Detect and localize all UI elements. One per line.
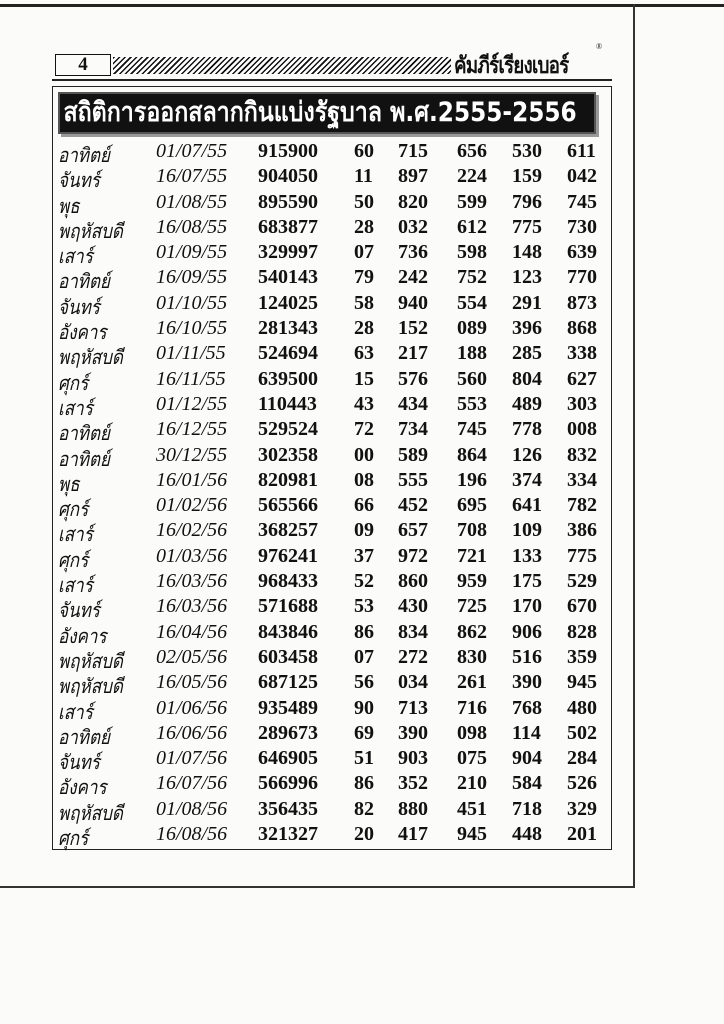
table-row [52, 468, 610, 496]
two-digit-cell: 08 [354, 468, 374, 491]
date-cell: 16/03/56 [156, 570, 228, 593]
day-cell: อังคาร [58, 320, 107, 345]
three-digit-cell: 261 [457, 671, 487, 694]
three-digit-cell: 098 [457, 721, 487, 744]
three-digit-cell: 152 [398, 317, 428, 340]
date-cell: 16/07/55 [156, 165, 228, 188]
three-digit-cell: 489 [512, 392, 542, 415]
first-prize-cell: 524694 [258, 342, 318, 365]
day-cell: พุธ [58, 471, 80, 496]
day-cell: เสาร์ [58, 522, 93, 547]
table-row [52, 139, 610, 167]
three-digit-cell: 796 [512, 190, 542, 213]
three-digit-cell: 832 [567, 443, 597, 466]
three-digit-cell: 148 [512, 241, 542, 264]
day-cell: เสาร์ [58, 395, 93, 420]
day-cell: พฤหัสบดี [58, 345, 123, 370]
table-row [52, 341, 610, 370]
three-digit-cell: 959 [457, 570, 487, 593]
three-digit-cell: 778 [512, 418, 542, 441]
first-prize-cell: 968433 [258, 570, 318, 593]
three-digit-cell: 880 [398, 797, 428, 820]
three-digit-cell: 529 [567, 570, 597, 593]
three-digit-cell: 873 [567, 291, 597, 314]
three-digit-cell: 114 [512, 721, 541, 744]
three-digit-cell: 390 [512, 671, 542, 694]
registered-mark: ® [596, 42, 603, 51]
two-digit-cell: 07 [354, 241, 374, 264]
day-cell: เสาร์ [58, 699, 93, 724]
date-cell: 16/09/55 [156, 266, 228, 289]
date-cell: 16/02/56 [156, 519, 228, 542]
table-row [52, 518, 610, 547]
day-cell: ศุกร์ [58, 547, 89, 572]
date-cell: 16/12/55 [156, 418, 228, 441]
three-digit-cell: 242 [398, 266, 428, 289]
table-row [52, 544, 610, 572]
first-prize-cell: 904050 [258, 165, 318, 188]
date-cell: 16/08/55 [156, 215, 228, 238]
two-digit-cell: 09 [354, 519, 374, 542]
two-digit-cell: 72 [354, 418, 374, 441]
two-digit-cell: 69 [354, 721, 374, 744]
first-prize-cell: 843846 [258, 620, 318, 643]
first-prize-cell: 976241 [258, 544, 318, 567]
table-row [52, 215, 610, 243]
two-digit-cell: 58 [354, 291, 374, 314]
three-digit-cell: 329 [567, 797, 597, 820]
three-digit-cell: 906 [512, 620, 542, 643]
table-row [52, 746, 610, 775]
day-cell: พุธ [58, 193, 80, 218]
day-cell: อังคาร [58, 775, 107, 800]
first-prize-cell: 321327 [258, 823, 318, 846]
first-prize-cell: 603458 [258, 645, 318, 668]
three-digit-cell: 695 [457, 494, 487, 517]
day-cell: เสาร์ [58, 573, 93, 598]
table-row [52, 493, 610, 522]
three-digit-cell: 553 [457, 392, 487, 415]
three-digit-cell: 782 [567, 494, 597, 517]
three-digit-cell: 657 [398, 519, 428, 542]
two-digit-cell: 11 [354, 165, 373, 188]
three-digit-cell: 516 [512, 645, 542, 668]
three-digit-cell: 897 [398, 165, 428, 188]
table-row [52, 670, 610, 699]
three-digit-cell: 862 [457, 620, 487, 643]
three-digit-cell: 201 [567, 823, 597, 846]
first-prize-cell: 639500 [258, 367, 318, 390]
table-row [52, 771, 610, 800]
three-digit-cell: 530 [512, 140, 542, 162]
three-digit-cell: 715 [398, 140, 428, 162]
three-digit-cell: 864 [457, 443, 487, 466]
three-digit-cell: 820 [398, 190, 428, 213]
three-digit-cell: 903 [398, 747, 428, 770]
two-digit-cell: 60 [354, 140, 374, 162]
day-cell: ศุกร์ [58, 826, 89, 851]
date-cell: 01/03/56 [156, 544, 228, 567]
three-digit-cell: 589 [398, 443, 428, 466]
first-prize-cell: 281343 [258, 317, 318, 340]
three-digit-cell: 584 [512, 772, 542, 795]
date-cell: 01/07/55 [156, 140, 228, 162]
first-prize-cell: 356435 [258, 797, 318, 820]
three-digit-cell: 526 [567, 772, 597, 795]
three-digit-cell: 641 [512, 494, 542, 517]
first-prize-cell: 289673 [258, 721, 318, 744]
three-digit-cell: 338 [567, 342, 597, 365]
three-digit-cell: 352 [398, 772, 428, 795]
three-digit-cell: 434 [398, 392, 428, 415]
date-cell: 16/08/56 [156, 823, 228, 846]
three-digit-cell: 834 [398, 620, 428, 643]
first-prize-cell: 124025 [258, 291, 318, 314]
two-digit-cell: 50 [354, 190, 374, 213]
table-row [52, 721, 610, 749]
three-digit-cell: 860 [398, 570, 428, 593]
three-digit-cell: 170 [512, 595, 542, 618]
three-digit-cell: 210 [457, 772, 487, 795]
day-cell: อาทิตย์ [58, 724, 110, 749]
three-digit-cell: 560 [457, 367, 487, 390]
table-row [52, 645, 610, 673]
three-digit-cell: 430 [398, 595, 428, 618]
three-digit-cell: 032 [398, 215, 428, 238]
table-row [52, 443, 610, 471]
first-prize-cell: 571688 [258, 595, 318, 618]
two-digit-cell: 51 [354, 747, 374, 770]
date-cell: 01/08/55 [156, 190, 228, 213]
three-digit-cell: 075 [457, 747, 487, 770]
three-digit-cell: 804 [512, 367, 542, 390]
date-cell: 01/09/55 [156, 241, 228, 264]
three-digit-cell: 448 [512, 823, 542, 846]
three-digit-cell: 940 [398, 291, 428, 314]
three-digit-cell: 196 [457, 468, 487, 491]
three-digit-cell: 417 [398, 823, 428, 846]
first-prize-cell: 565566 [258, 494, 318, 517]
three-digit-cell: 611 [567, 140, 596, 162]
two-digit-cell: 20 [354, 823, 374, 846]
table-title-bar [58, 92, 596, 134]
three-digit-cell: 217 [398, 342, 428, 365]
day-cell: อาทิตย์ [58, 446, 110, 471]
first-prize-cell: 540143 [258, 266, 318, 289]
first-prize-cell: 687125 [258, 671, 318, 694]
three-digit-cell: 175 [512, 570, 542, 593]
page-number: 4 [55, 54, 111, 76]
date-cell: 16/01/56 [156, 468, 228, 491]
two-digit-cell: 63 [354, 342, 374, 365]
table-row [52, 240, 610, 269]
two-digit-cell: 53 [354, 595, 374, 618]
date-cell: 01/08/56 [156, 797, 228, 820]
three-digit-cell: 042 [567, 165, 597, 188]
day-cell: จันทร์ [58, 168, 100, 193]
three-digit-cell: 291 [512, 291, 542, 314]
right-border-line [633, 4, 635, 888]
first-prize-cell: 566996 [258, 772, 318, 795]
two-digit-cell: 86 [354, 772, 374, 795]
first-prize-cell: 895590 [258, 190, 318, 213]
table-title: สถิติการออกสลากกินแบ่งรัฐบาล พ.ศ.2555-2556 [63, 97, 577, 128]
three-digit-cell: 452 [398, 494, 428, 517]
day-cell: ศุกร์ [58, 497, 89, 522]
first-prize-cell: 368257 [258, 519, 318, 542]
three-digit-cell: 718 [512, 797, 542, 820]
date-cell: 16/05/56 [156, 671, 228, 694]
first-prize-cell: 646905 [258, 747, 318, 770]
two-digit-cell: 86 [354, 620, 374, 643]
three-digit-cell: 123 [512, 266, 542, 289]
three-digit-cell: 713 [398, 696, 428, 719]
three-digit-cell: 868 [567, 317, 597, 340]
table-row [52, 696, 610, 724]
three-digit-cell: 109 [512, 519, 542, 542]
three-digit-cell: 745 [567, 190, 597, 213]
first-prize-cell: 529524 [258, 418, 318, 441]
results-table [52, 139, 610, 851]
day-cell: พฤหัสบดี [58, 218, 123, 243]
three-digit-cell: 334 [567, 468, 597, 491]
day-cell: จันทร์ [58, 750, 100, 775]
table-row [52, 164, 610, 193]
day-cell: อังคาร [58, 623, 107, 648]
three-digit-cell: 752 [457, 266, 487, 289]
three-digit-cell: 188 [457, 342, 487, 365]
three-digit-cell: 736 [398, 241, 428, 264]
three-digit-cell: 612 [457, 215, 487, 238]
three-digit-cell: 972 [398, 544, 428, 567]
two-digit-cell: 82 [354, 797, 374, 820]
table-row [52, 367, 610, 395]
date-cell: 16/04/56 [156, 620, 228, 643]
date-cell: 16/07/56 [156, 772, 228, 795]
three-digit-cell: 396 [512, 317, 542, 340]
three-digit-cell: 224 [457, 165, 487, 188]
three-digit-cell: 708 [457, 519, 487, 542]
table-row [52, 392, 610, 420]
day-cell: จันทร์ [58, 294, 100, 319]
first-prize-cell: 820981 [258, 468, 318, 491]
three-digit-cell: 159 [512, 165, 542, 188]
three-digit-cell: 390 [398, 721, 428, 744]
date-cell: 02/05/56 [156, 645, 228, 668]
day-cell: อาทิตย์ [58, 421, 110, 446]
day-cell: อาทิตย์ [58, 143, 110, 167]
three-digit-cell: 639 [567, 241, 597, 264]
three-digit-cell: 285 [512, 342, 542, 365]
three-digit-cell: 359 [567, 645, 597, 668]
top-border-line [0, 4, 724, 7]
day-cell: ศุกร์ [58, 370, 89, 395]
three-digit-cell: 775 [512, 215, 542, 238]
three-digit-cell: 716 [457, 696, 487, 719]
date-cell: 01/07/56 [156, 747, 228, 770]
three-digit-cell: 945 [457, 823, 487, 846]
table-row [52, 190, 610, 218]
date-cell: 01/12/55 [156, 392, 228, 415]
table-row [52, 797, 610, 825]
bottom-border-line [0, 886, 635, 888]
two-digit-cell: 07 [354, 645, 374, 668]
table-row [52, 417, 610, 446]
day-cell: พฤหัสบดี [58, 800, 123, 825]
two-digit-cell: 79 [354, 266, 374, 289]
three-digit-cell: 272 [398, 645, 428, 668]
three-digit-cell: 745 [457, 418, 487, 441]
two-digit-cell: 00 [354, 443, 374, 466]
three-digit-cell: 721 [457, 544, 487, 567]
three-digit-cell: 768 [512, 696, 542, 719]
date-cell: 30/12/55 [156, 443, 228, 466]
three-digit-cell: 730 [567, 215, 597, 238]
three-digit-cell: 734 [398, 418, 428, 441]
three-digit-cell: 770 [567, 266, 597, 289]
three-digit-cell: 627 [567, 367, 597, 390]
date-cell: 01/11/55 [156, 342, 226, 365]
date-cell: 16/11/55 [156, 367, 226, 390]
three-digit-cell: 386 [567, 519, 597, 542]
day-cell: พฤหัสบดี [58, 648, 123, 673]
two-digit-cell: 28 [354, 317, 374, 340]
three-digit-cell: 126 [512, 443, 542, 466]
three-digit-cell: 303 [567, 392, 597, 415]
three-digit-cell: 133 [512, 544, 542, 567]
hatched-header-bar [113, 57, 451, 74]
three-digit-cell: 555 [398, 468, 428, 491]
three-digit-cell: 598 [457, 241, 487, 264]
three-digit-cell: 945 [567, 671, 597, 694]
two-digit-cell: 28 [354, 215, 374, 238]
date-cell: 16/10/55 [156, 317, 228, 340]
date-cell: 01/10/55 [156, 291, 228, 314]
date-cell: 16/06/56 [156, 721, 228, 744]
three-digit-cell: 284 [567, 747, 597, 770]
day-cell: อาทิตย์ [58, 269, 110, 294]
table-row [52, 291, 610, 319]
three-digit-cell: 830 [457, 645, 487, 668]
three-digit-cell: 034 [398, 671, 428, 694]
three-digit-cell: 554 [457, 291, 487, 314]
three-digit-cell: 576 [398, 367, 428, 390]
day-cell: พฤหัสบดี [58, 674, 123, 699]
brand-title: คัมภีร์เรียงเบอร์ [454, 53, 569, 79]
three-digit-cell: 904 [512, 747, 542, 770]
two-digit-cell: 15 [354, 367, 374, 390]
three-digit-cell: 656 [457, 140, 487, 162]
table-row [52, 620, 610, 648]
date-cell: 01/02/56 [156, 494, 228, 517]
three-digit-cell: 089 [457, 317, 487, 340]
table-row [52, 316, 610, 345]
date-cell: 01/06/56 [156, 696, 228, 719]
three-digit-cell: 670 [567, 595, 597, 618]
first-prize-cell: 915900 [258, 140, 318, 162]
first-prize-cell: 302358 [258, 443, 318, 466]
table-row [52, 569, 610, 598]
first-prize-cell: 683877 [258, 215, 318, 238]
two-digit-cell: 43 [354, 392, 374, 415]
three-digit-cell: 480 [567, 696, 597, 719]
two-digit-cell: 56 [354, 671, 374, 694]
first-prize-cell: 935489 [258, 696, 318, 719]
two-digit-cell: 52 [354, 570, 374, 593]
two-digit-cell: 90 [354, 696, 374, 719]
date-cell: 16/03/56 [156, 595, 228, 618]
first-prize-cell: 329997 [258, 241, 318, 264]
table-row [52, 822, 610, 851]
three-digit-cell: 828 [567, 620, 597, 643]
day-cell: จันทร์ [58, 598, 100, 623]
header-rule [52, 79, 612, 81]
three-digit-cell: 374 [512, 468, 542, 491]
three-digit-cell: 008 [567, 418, 597, 441]
three-digit-cell: 725 [457, 595, 487, 618]
two-digit-cell: 37 [354, 544, 374, 567]
two-digit-cell: 66 [354, 494, 374, 517]
first-prize-cell: 110443 [258, 392, 317, 415]
day-cell: เสาร์ [58, 244, 93, 269]
table-row [52, 594, 610, 623]
three-digit-cell: 599 [457, 190, 487, 213]
three-digit-cell: 451 [457, 797, 487, 820]
table-row [52, 265, 610, 294]
three-digit-cell: 775 [567, 544, 597, 567]
three-digit-cell: 502 [567, 721, 597, 744]
